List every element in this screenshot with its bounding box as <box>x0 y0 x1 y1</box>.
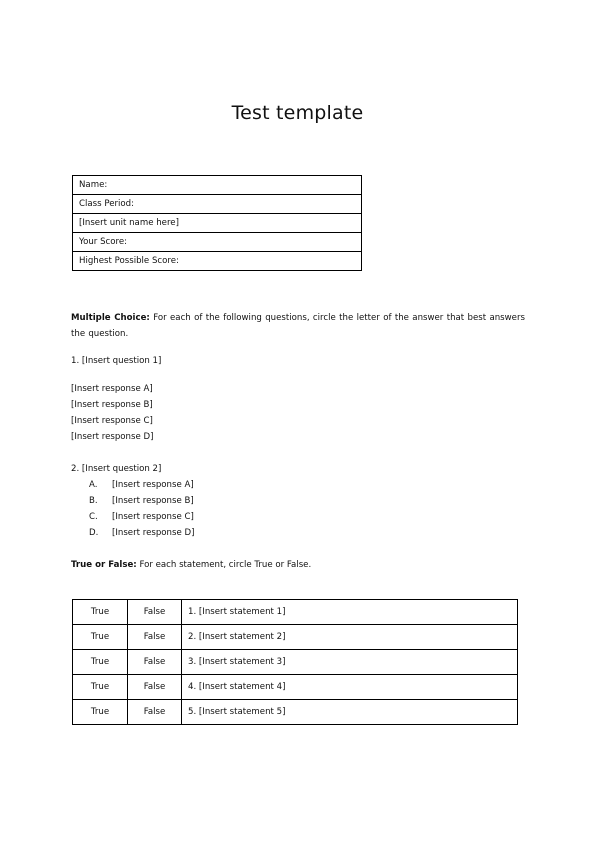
table-row <box>73 700 518 725</box>
question-1-response-a: [Insert response A] <box>71 384 153 394</box>
table-row <box>73 252 362 271</box>
question-2-response-d: [Insert response D] <box>112 528 195 538</box>
statement-cell: 5. [Insert statement 5] <box>182 700 518 725</box>
class-period-cell: Class Period: <box>73 195 362 214</box>
true-option: True <box>73 700 128 725</box>
true-false-instructions <box>71 557 311 573</box>
option-letter-c: C. <box>89 512 98 522</box>
true-option: True <box>73 600 128 625</box>
false-option: False <box>128 675 182 700</box>
true-option: True <box>73 675 128 700</box>
statement-cell: 1. [Insert statement 1] <box>182 600 518 625</box>
table-row <box>73 650 518 675</box>
true-false-text: For each statement, circle True or False. <box>136 560 312 570</box>
multiple-choice-heading: Multiple Choice: <box>71 313 150 323</box>
highest-score-cell: Highest Possible Score: <box>73 252 362 271</box>
table-row <box>73 625 518 650</box>
true-option: True <box>73 625 128 650</box>
table-row <box>73 675 518 700</box>
question-2-response-a: [Insert response A] <box>112 480 194 490</box>
false-option: False <box>128 625 182 650</box>
question-1-response-b: [Insert response B] <box>71 400 153 410</box>
page-title: Test template <box>231 102 364 124</box>
true-false-heading: True or False: <box>71 560 137 570</box>
table-row <box>73 600 518 625</box>
true-false-table <box>72 599 518 725</box>
question-2: 2. [Insert question 2] <box>71 464 162 474</box>
question-1-response-c: [Insert response C] <box>71 416 153 426</box>
question-1: 1. [Insert question 1] <box>71 356 162 366</box>
table-row <box>73 176 362 195</box>
statement-cell: 4. [Insert statement 4] <box>182 675 518 700</box>
false-option: False <box>128 700 182 725</box>
false-option: False <box>128 600 182 625</box>
question-2-response-c: [Insert response C] <box>112 512 194 522</box>
question-1-response-d: [Insert response D] <box>71 432 154 442</box>
statement-cell: 2. [Insert statement 2] <box>182 625 518 650</box>
student-info-table <box>72 175 362 271</box>
table-row <box>73 214 362 233</box>
table-row <box>73 195 362 214</box>
score-cell: Your Score: <box>73 233 362 252</box>
multiple-choice-text: For each of the following questions, circle the letter of the answer that best answers the question. <box>71 313 525 339</box>
statement-cell: 3. [Insert statement 3] <box>182 650 518 675</box>
unit-name-cell: [Insert unit name here] <box>73 214 362 233</box>
option-letter-b: B. <box>89 496 98 506</box>
option-letter-d: D. <box>89 528 99 538</box>
false-option: False <box>128 650 182 675</box>
question-2-response-b: [Insert response B] <box>112 496 194 506</box>
name-cell: Name: <box>73 176 362 195</box>
multiple-choice-instructions <box>71 310 525 342</box>
option-letter-a: A. <box>89 480 98 490</box>
table-row <box>73 233 362 252</box>
true-option: True <box>73 650 128 675</box>
